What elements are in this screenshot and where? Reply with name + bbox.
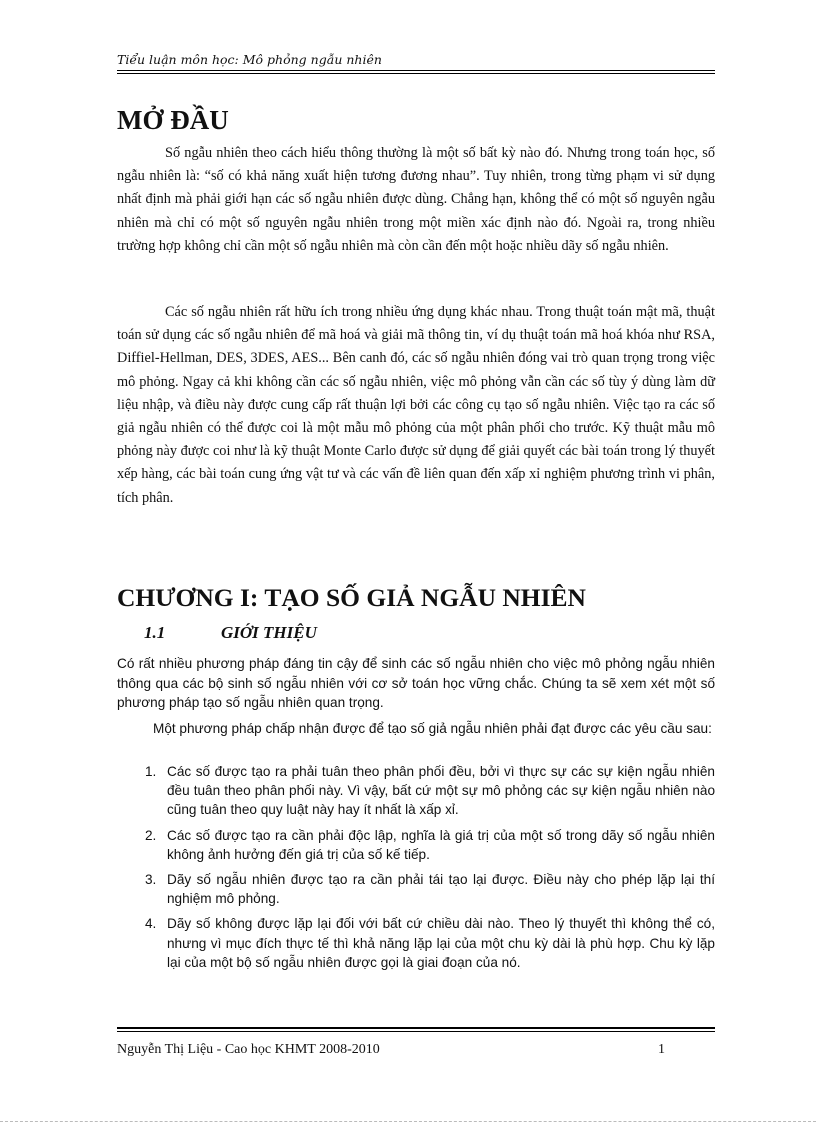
list-item-text: Các số được tạo ra cần phải độc lập, nghĩa là giá trị của một số trong dãy số ngẫu nhiên không ảnh hưởng đến giá trị của số kế tiếp. [167, 827, 715, 862]
chapter-heading: CHƯƠNG I: TẠO SỐ GIẢ NGẪU NHIÊN [117, 583, 586, 612]
list-item-text: Dãy số không được lặp lại đối với bất cứ chiều dài nào. Theo lý thuyết thì không thể có, nhưng vì mục đích thực tế thì khả năng lặp lại của một chu kỳ dài là phù hợp. Chu kỳ lặp lại của một bộ số ngẫu nhiên được gọi là giai đoạn của nó. [167, 916, 715, 970]
list-item [141, 870, 715, 908]
section-title: GIỚI THIỆU [221, 623, 317, 642]
header-rule [117, 73, 715, 74]
list-item-number: 3. [145, 872, 157, 888]
intro-paragraph: Số ngẫu nhiên theo cách hiểu thông thường là một số bất kỳ nào đó. Nhưng trong toán học, số ngẫu nhiên là: “số có khả năng xuất hiện tương đương nhau”. Tuy nhiên, trong từng phạm vi sử dụng nhất định mà phải giới hạn các số ngẫu nhiên được dùng. Chẳng hạn, không thể có một số nguyên ngẫu nhiên mà chỉ có một số nguyên ngẫu nhiên trong một miền xác định nào đó. Ngoài ra, trong nhiều trường hợp không chỉ cần một số ngẫu nhiên mà còn cần đến một hoặc nhiều dãy số ngẫu nhiên. [117, 145, 715, 254]
list-item [141, 826, 715, 864]
footer-author: Nguyễn Thị Liệu - Cao học KHMT 2008-2010 [117, 1042, 380, 1057]
list-item-text: Các số được tạo ra phải tuân theo phân phối đều, bởi vì thực sự các sự kiện ngẫu nhiên đều tuân theo phân phối này. Vì vậy, bất cứ một sự mô phỏng các sự kiện ngẫu nhiên nào cũng tuân theo quy luật này hay ít nhất là xấp xỉ. [167, 764, 715, 818]
list-item-number: 4. [145, 916, 157, 932]
page-break-line [0, 1121, 816, 1122]
section-paragraph: Có rất nhiều phương pháp đáng tin cậy để sinh các số ngẫu nhiên cho việc mô phỏng ngẫu nhiên thông qua các bộ sinh số ngẫu nhiên với cơ sở toán học vững chắc. Chúng ta sẽ xem xét một số phương pháp tạo số ngẫu nhiên quan trọng. [117, 656, 715, 710]
page-number: 1 [658, 1042, 665, 1057]
list-item [141, 762, 715, 820]
section-paragraph: Một phương pháp chấp nhận được để tạo số giả ngẫu nhiên phải đạt được các yêu cầu sau: [153, 721, 712, 736]
footer-rule [117, 1027, 715, 1029]
list-item [141, 914, 715, 972]
footer-rule [117, 1031, 715, 1032]
list-item-text: Dãy số ngẫu nhiên được tạo ra cần phải tái tạo lại được. Điều này cho phép lặp lại thí nghiệm mô phỏng. [167, 872, 715, 907]
section-number: 1.1 [144, 623, 166, 642]
header-rule [117, 70, 715, 71]
running-header: Tiểu luận môn học: Mô phỏng ngẫu nhiên [117, 52, 382, 67]
intro-heading: MỞ ĐẦU [117, 105, 229, 135]
intro-paragraph: Các số ngẫu nhiên rất hữu ích trong nhiều ứng dụng khác nhau. Trong thuật toán mật mã, thuật toán sử dụng các số ngẫu nhiên để mã hoá và giải mã thông tin, ví dụ thuật toán mã hoá khóa như RSA, Diffiel-Hellman, DES, 3DES, AES... Bên canh đó, các số ngẫu nhiên đóng vai trò quan trọng trong việc mô phỏng. Ngay cả khi không cần các số ngẫu nhiên, việc mô phỏng vẫn cần các số tùy ý dùng làm dữ liệu nhập, và điều này được cung cấp rất thuận lợi bởi các công cụ tạo số ngẫu nhiên. Việc tạo ra các số giả ngẫu nhiên có thể được coi là một mẫu mô phỏng của một phân phối cho trước. Kỹ thuật mẫu mô phỏng này được coi như là kỹ thuật Monte Carlo được sử dụng để giải quyết các bài toán trong lý thuyết xếp hàng, các bài toán cung ứng vật tư và các vấn đề liên quan đến xấp xỉ nghiệm phương trình vi phân, tích phân. [117, 304, 715, 506]
section-heading [144, 623, 317, 643]
requirements-list [141, 762, 715, 978]
list-item-number: 1. [145, 764, 157, 779]
list-item-number: 2. [145, 827, 157, 843]
